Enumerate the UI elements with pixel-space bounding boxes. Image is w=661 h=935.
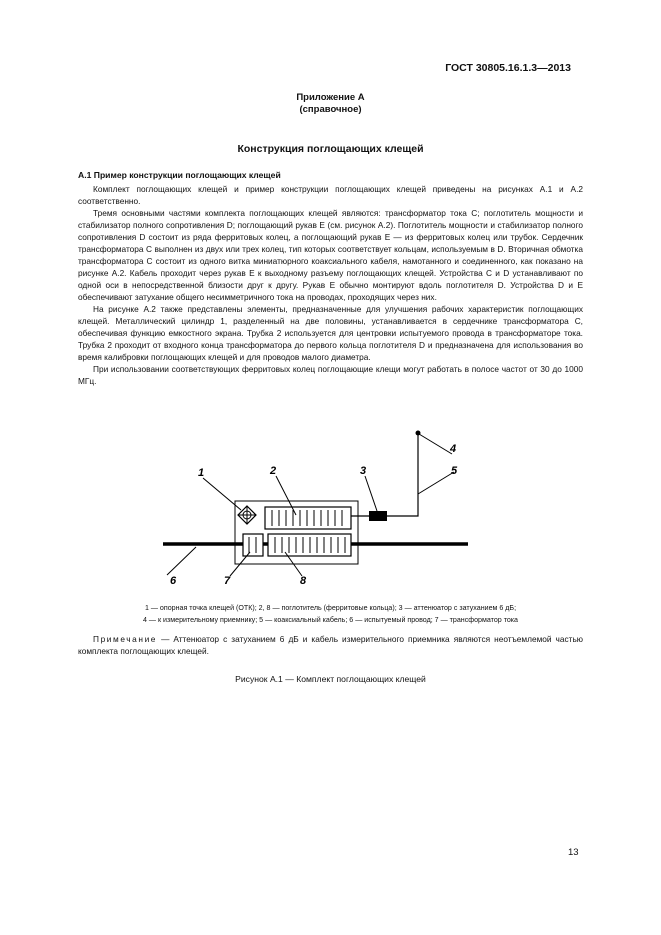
current-transformer (243, 534, 263, 556)
paragraph-1: Комплект поглощающих клещей и пример конструкции поглощающих клещей приведены на рисунках А.1 и А.2 соответственно. (78, 184, 583, 206)
absorber-upper (265, 507, 351, 529)
label-1: 1 (198, 467, 205, 479)
paragraph-3: На рисунке А.2 также представлены элементы, предназначенные для улучшения рабочих характеристик поглощающих клещей. Металлический цилиндр 1, разделенный на две половины, устанавливается в сердечнике трансформатора C, обеспечивая функцию емкостного экрана. Трубка 2 используется для центровки испытуемого провода в трансформаторе тока. Трубка 2 проходит от входного конца трансформатора до первого кольца поглотителя D и предназначена для использования во время калибровки поглощающих клещей и для проводов малого диаметра. (78, 304, 583, 362)
appendix-title: Приложение А (296, 92, 365, 103)
figure-legend (78, 602, 583, 626)
paragraph-4: При использовании соответствующих ферритовых колец поглощающие клещи могут работать в полосе частот от 30 до 1000 МГц. (78, 364, 583, 386)
page-number: 13 (568, 847, 579, 858)
label-4: 4 (450, 443, 457, 455)
figure-legend-line-1: 1 — опорная точка клещей (ОТК); 2, 8 — поглотитель (ферритовые кольца); 3 — аттенюатор с затуханием 6 дБ; (144, 604, 517, 612)
figure-caption: Рисунок А.1 — Комплект поглощающих клещей (235, 674, 426, 684)
paragraph-2: Тремя основными частями комплекта поглощающих клещей являются: трансформатор тока C; поглотитель мощности и стабилизатор полного сопротивления D; поглощающий рукав E (см. рисунок А.2). Поглотитель мощности и стабилизатор полного сопротивления D состоит из ряда ферритовых колец, а поглощающий рукав E — из ферритовых колец или трубок. Сердечник трансформатора C выполнен из двух или трех колец, тип которых соответствует кольцам, используемым в D. Вторичная обмотка трансформатора C состоит из одного витка миниатюрного коаксиального кабеля, намотанного и соединенного, как показано на рисунке А.2. Кабель проходит через рукав E к выходному разъему поглощающих клещей. Устройства C и D устанавливают по одной оси в непосредственной близости друг к другу. Рукав E обычно монтируют вдоль поглотителя D. Устройства D и E обеспечивают затухание общего несимметричного тока на проводах, проходящих через них. (78, 208, 583, 302)
appendix-heading (0, 92, 661, 116)
attenuator (369, 511, 387, 521)
note-text: — Аттенюатор с затуханием 6 дБ и кабель измерительного приемника являются неотъемлемой частью комплекта поглощающих клещей. (78, 634, 583, 656)
subsection-title: А.1 Пример конструкции поглощающих клещей (78, 170, 281, 180)
figure-legend-line-2: 4 — к измерительному приемнику; 5 — коаксиальный кабель; 6 — испытуемый провод; 7 — трансформатор тока (142, 616, 519, 624)
label-6: 6 (170, 575, 177, 587)
clamp-kit-diagram (0, 420, 661, 595)
coaxial-cable (387, 434, 418, 516)
section-title: Конструкция поглощающих клещей (237, 143, 424, 155)
label-5: 5 (451, 465, 458, 477)
body-text (78, 183, 583, 387)
label-3: 3 (360, 465, 367, 477)
figure-note (78, 633, 583, 657)
document-header: ГОСТ 30805.16.1.3—2013 (445, 62, 571, 74)
label-2: 2 (270, 465, 277, 477)
note-label: Примечание (93, 634, 158, 644)
reference-point-icon (238, 506, 256, 524)
appendix-subtitle: (справочное) (299, 104, 362, 115)
label-8: 8 (300, 575, 307, 587)
label-7: 7 (224, 575, 231, 587)
